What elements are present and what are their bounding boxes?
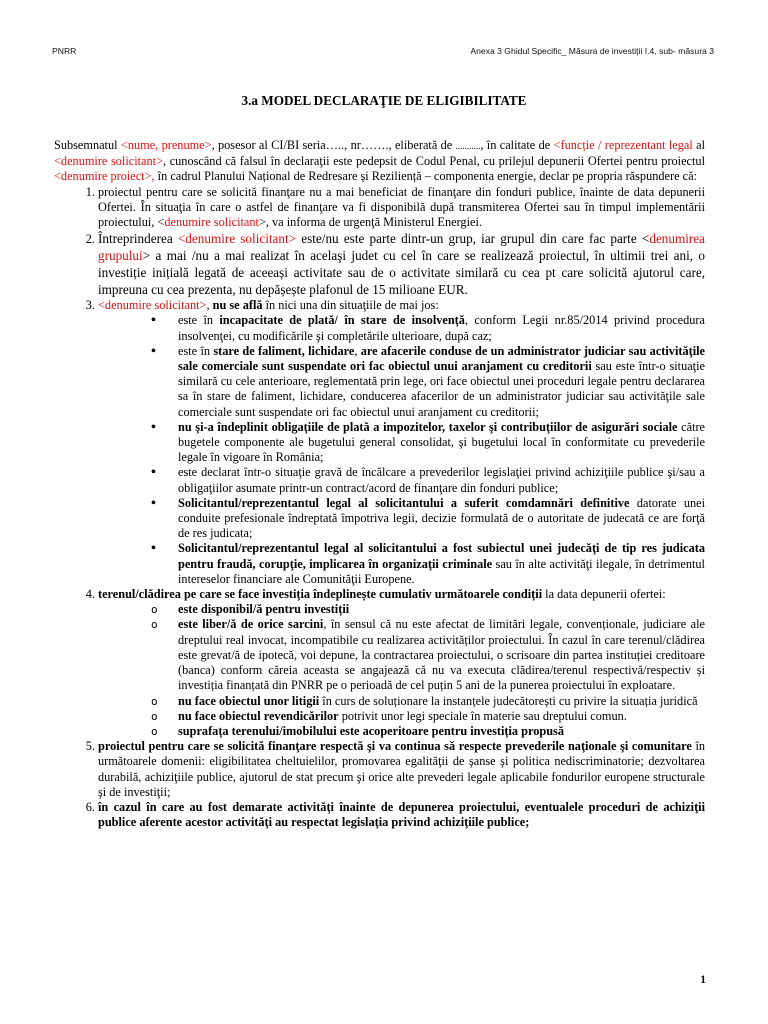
header-left: PNRR (52, 46, 77, 56)
list-item: • Solicitantul/reprezentantul legal al solicitantului a fost subiectul unei judecăţi de tip res judicata pentru fraudă, corupţie, implicarea în organizaţii criminale sau în alte activităţi ilegale, în detrimentul intereselor financiare ale Comunităţii Europene. (178, 541, 705, 587)
intro-paragraph: Subsemnatul <nume, prenume>, posesor al CI/BI seria….., nr……., eliberată de ..........., în calitate de <funcție / reprezentant legal al <denumire solicitant>, cunoscând că falsul în declaraţii este pedepsit de Codul Penal, cu prilejul depunerii Ofertei pentru proiectul <denumire proiect>, în cadrul Planului Național de Redresare și Reziliență – componenta energie, declar pe propria răspundere că: (54, 138, 706, 184)
list-item: o este disponibil/ă pentru investiții (178, 602, 705, 617)
list-item: o suprafața terenului/imobilului este acoperitoare pentru investiția propusă (178, 724, 705, 739)
list-item-5: 5. proiectul pentru care se solicită finanţare respectă şi va continua să respecte prevederile naţionale şi comunitare în următoarele domenii: eligibilitatea cheltuielilor, promovarea egalităţii de şanse şi politica nediscriminatorie; dezvoltarea durabilă, achiziţiile publice, ajutorul de stat precum şi orice alte prevederi legale aplicabile fondurilor europene structurale şi de investiţii; (98, 739, 705, 800)
list-item-3: 3. <denumire solicitant>, nu se află în nici una din situaţiile de mai jos: • este în incapacitate de plată/ în stare de insolvenţă, conform Legii nr.85/2014 privind procedura insolvenţei, cu modificările şi completările ulterioare, după caz; • este în stare de faliment, lichidare, are afacerile conduse de un administrator judiciar sau activităţile sale comerciale sunt suspendate ori fac obiectul unui aranjament cu creditorii sau este într-o situaţie similară cu cele anterioare, reglementată prin lege, ori face obiectul unei proceduri legale pentru declararea sa în stare de faliment, lichidare, conducerea afacerilor de un administrator judiciar sau activităţile sale comerciale sunt suspendate ori fac obiectul unui aranjament cu creditorii; • nu şi-a îndeplinit obligaţiile de plată a impozitelor, taxelor şi contribuţiilor de asigurări sociale către bugetele componente ale bugetului general consolidat, şi bugetului local în conformitate cu prevederile legale în vigoare în România; • este declarat într-o situaţie gravă de încălcare a prevederilor legislaţiei privind achiziţiile publice şi/sau a obligaţiilor asumate printr-un contract/acord de finanţare din fonduri publice; • Solicitantul/reprezentantul legal al solicitantului a suferit comdamnări definitive datorate unei conduite prefesionale îndreptată împotriva legii, decizie formulată de o autoritate de judecată ce are forţă de res judicata; • Solicitantul/reprezentantul legal al solicitantului a fost subiectul unei judecăţi de tip res judicata pentru fraudă, corupţie, implicarea în organizaţii criminale sau în alte activităţi ilegale, în detrimentul intereselor financiare ale Comunităţii Europene. (98, 298, 705, 587)
page-header (52, 46, 714, 56)
situations-list (98, 313, 705, 587)
list-item: • este declarat într-o situaţie gravă de încălcare a prevederilor legislaţiei privind achiziţiile publice şi/sau a obligaţiilor asumate printr-un contract/acord de finanţare din fonduri publice; (178, 465, 705, 495)
header-right: Anexa 3 Ghidul Specific_ Măsura de investiții I.4, sub- măsura 3 (470, 46, 714, 56)
list-item: o nu face obiectul revendicărilor potrivit unor legi speciale în materie sau dreptului comun. (178, 709, 705, 724)
page-title: 3.a MODEL DECLARAŢIE DE ELIGIBILITATE (241, 93, 527, 108)
declaration-list (54, 185, 705, 831)
list-item-1: 1. proiectul pentru care se solicită finanţare nu a mai beneficiat de finanţare din fonduri publice, înainte de data depunerii Ofertei. În situaţia în care o astfel de finanţare va fi disponibilă după transmiterea Ofertei sau în timpul implementării proiectului, <denumire solicitant>, va informa de urgenţă Ministerul Energiei. (98, 185, 705, 231)
page-number: 1 (700, 974, 706, 986)
conditions-list (98, 602, 705, 739)
list-item: • Solicitantul/reprezentantul legal al solicitantului a suferit comdamnări definitive datorate unei conduite prefesionale îndreptată împotriva legii, decizie formulată de o autoritate de judecată ce are forţă de res judicata; (178, 496, 705, 542)
list-item-2: 2. Întreprinderea <denumire solicitant> este/nu este parte dintr-un grup, iar grupul din care fac parte <denumirea grupului> a mai /nu a mai realizat în acelaşi judet cu cel în care se realizează proiectul, în ultimii trei ani, o investiție inițială legată de aceeași activitate sau de o activitate similară cu cea pt care solicită ajutorul care, impreuna cu cea prezenta, nu depășește plafonul de 15 milioane EUR. (98, 230, 705, 298)
list-item: • este în incapacitate de plată/ în stare de insolvenţă, conform Legii nr.85/2014 privind procedura insolvenţei, cu modificările şi completările ulterioare, după caz; (178, 313, 705, 343)
list-item-6: 6. în cazul în care au fost demarate activităţi înainte de depunerea proiectului, eventualele proceduri de achiziţii publice aferente acestor activităţi au respectat legislaţia privind achiziţiile publice; (98, 800, 705, 830)
list-item: o este liber/ă de orice sarcini, în sensul că nu este afectat de limitări legale, convenționale, judiciare ale dreptului real invocat, incompatibile cu realizarea activităților proiectului. În cazul în care terenul/clădirea este grevat/ă de ipotecă, voi depune, la contractarea proiectului, o scrisoare din partea instituției creditoare (banca) conform căreia aceasta se angajează că nu va executa clădirea/terenul respectivă/respectiv și investiția finanțată din PNRR pe o perioadă de cel puțin 5 ani de la punerea proiectului în exploatare. (178, 617, 705, 693)
list-item: • este în stare de faliment, lichidare, are afacerile conduse de un administrator judiciar sau activităţile sale comerciale sunt suspendate ori fac obiectul unui aranjament cu creditorii sau este într-o situaţie similară cu cele anterioare, reglementată prin lege, ori face obiectul unei proceduri legale pentru declararea sa în stare de faliment, lichidare, conducerea afacerilor de un administrator judiciar sau activităţile sale comerciale sunt suspendate ori fac obiectul unui aranjament cu creditorii; (178, 344, 705, 420)
list-item: o nu face obiectul unor litigii în curs de soluționare la instanțele judecătorești cu privire la situația juridică (178, 694, 705, 709)
list-item: • nu şi-a îndeplinit obligaţiile de plată a impozitelor, taxelor şi contribuţiilor de asigurări sociale către bugetele componente ale bugetului general consolidat, şi bugetului local în conformitate cu prevederile legale în vigoare în România; (178, 420, 705, 466)
list-item-4: 4. terenul/clădirea pe care se face investiția îndeplinește cumulativ următoarele condiții la data depunerii ofertei: o este disponibil/ă pentru investiții o este liber/ă de orice sarcini, în sensul că nu este afectat de limitări legale, convenționale, judiciare ale dreptului real invocat, incompatibile cu realizarea activităților proiectului. În cazul în care terenul/clădirea este grevat/ă de ipotecă, voi depune, la contractarea proiectului, o scrisoare din partea instituției creditoare (banca) conform căreia aceasta se angajează că nu va executa clădirea/terenul respectivă/respectiv și investiția finanțată din PNRR pe o perioadă de cel puțin 5 ani de la punerea proiectului în exploatare. o nu face obiectul unor litigii în curs de soluționare la instanțele judecătorești cu privire la situația juridică o nu face obiectul revendicărilor potrivit unor legi speciale în materie sau dreptului comun. o suprafața terenului/imobilului este acoperitoare pentru investiția propusă (98, 587, 705, 739)
document-body (54, 138, 705, 830)
